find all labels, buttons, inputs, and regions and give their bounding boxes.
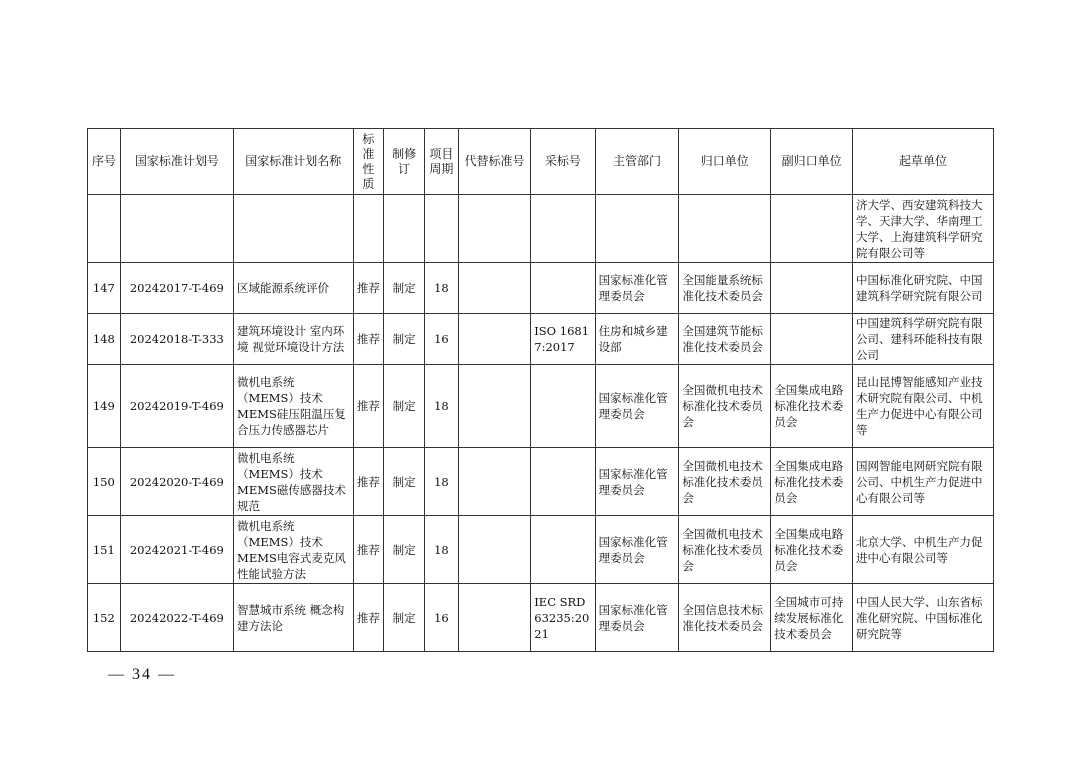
replaced-standard [458,516,531,584]
row-number: 149 [88,365,121,448]
adopted-standard [531,516,595,584]
revision-type: 制定 [384,584,425,652]
plan-number: 20242017-T-469 [120,263,233,314]
technical-committee: 全国微机电技术标准化技术委员会 [679,516,771,584]
period: 16 [425,584,459,652]
plan-number: 20242019-T-469 [120,365,233,448]
revision-type: 制定 [384,365,425,448]
row-number: 150 [88,448,121,516]
replaced-standard [458,314,531,365]
nature: 推荐 [353,314,384,365]
header-cell: 主管部门 [595,129,679,195]
header-row [88,129,994,195]
plan-number: 20242021-T-469 [120,516,233,584]
header-cell: 序号 [88,129,121,195]
competent-department: 国家标准化管理委员会 [595,448,679,516]
replaced-standard [458,448,531,516]
nature: 推荐 [353,365,384,448]
revision-type: 制定 [384,263,425,314]
header-cell: 代替标准号 [458,129,531,195]
competent-department: 国家标准化管理委员会 [595,516,679,584]
period: 18 [425,516,459,584]
header-cell: 国家标准计划名称 [234,129,354,195]
competent-department: 国家标准化管理委员会 [595,263,679,314]
technical-committee: 全国建筑节能标准化技术委员会 [679,314,771,365]
plan-number: 20242022-T-469 [120,584,233,652]
plan-number: 20242018-T-333 [120,314,233,365]
drafting-units: 昆山昆博智能感知产业技术研究院有限公司、中机生产力促进中心有限公司等 [852,365,993,448]
competent-department: 住房和城乡建设部 [595,314,679,365]
sub-technical-committee: 全国集成电路标准化技术委员会 [771,516,853,584]
period: 18 [425,263,459,314]
competent-department: 国家标准化管理委员会 [595,365,679,448]
sub-technical-committee: 全国城市可持续发展标准化技术委员会 [771,584,853,652]
header-cell: 国家标准计划号 [120,129,233,195]
sub-technical-committee: 全国集成电路标准化技术委员会 [771,448,853,516]
sub-technical-committee: 全国集成电路标准化技术委员会 [771,365,853,448]
table-row [88,365,994,448]
revision-type: 制定 [384,516,425,584]
table-row [88,263,994,314]
nature: 推荐 [353,448,384,516]
adopted-standard [531,448,595,516]
row-number: 148 [88,314,121,365]
page-number: — 34 — [108,666,176,683]
period: 18 [425,448,459,516]
replaced-standard [458,365,531,448]
revision-type: 制定 [384,314,425,365]
header-cell: 采标号 [531,129,595,195]
adopted-standard [531,365,595,448]
standard-name: 建筑环境设计 室内环境 视觉环境设计方法 [234,314,354,365]
technical-committee: 全国微机电技术标准化技术委员会 [679,448,771,516]
table-row [88,314,994,365]
technical-committee: 全国微机电技术标准化技术委员会 [679,365,771,448]
header-cell: 项目周期 [425,129,459,195]
standards-table [87,128,994,652]
sub-technical-committee [771,263,853,314]
revision-type: 制定 [384,448,425,516]
sub-technical-committee [771,314,853,365]
standard-name: 智慧城市系统 概念构建方法论 [234,584,354,652]
period: 18 [425,365,459,448]
table-row [88,516,994,584]
technical-committee: 全国信息技术标准化技术委员会 [679,584,771,652]
header-cell: 副归口单位 [771,129,853,195]
nature: 推荐 [353,263,384,314]
drafting-units: 中国标准化研究院、中国建筑科学研究院有限公司 [852,263,993,314]
drafting-units: 国网智能电网研究院有限公司、中机生产力促进中心有限公司等 [852,448,993,516]
header-cell: 起草单位 [852,129,993,195]
header-cell: 制修订 [384,129,425,195]
drafting-units: 中国人民大学、山东省标准化研究院、中国标准化研究院等 [852,584,993,652]
period: 16 [425,314,459,365]
drafting-units: 中国建筑科学研究院有限公司、建科环能科技有限公司 [852,314,993,365]
technical-committee: 全国能量系统标准化技术委员会 [679,263,771,314]
adopted-standard: IEC SRD 63235:2021 [531,584,595,652]
header-cell: 标准性质 [353,129,384,195]
standard-name: 区域能源系统评价 [234,263,354,314]
table-row [88,448,994,516]
nature: 推荐 [353,584,384,652]
standard-name: 微机电系统（MEMS）技术 MEMS硅压阻温压复合压力传感器芯片 [234,365,354,448]
standard-name: 微机电系统（MEMS）技术 MEMS电容式麦克风性能试验方法 [234,516,354,584]
row-number: 152 [88,584,121,652]
drafting-units: 济大学、西安建筑科技大学、天津大学、华南理工大学、上海建筑科学研究院有限公司等 [852,195,993,263]
adopted-standard [531,263,595,314]
row-number: 147 [88,263,121,314]
plan-number: 20242020-T-469 [120,448,233,516]
nature: 推荐 [353,516,384,584]
continuation-row [88,195,994,263]
competent-department: 国家标准化管理委员会 [595,584,679,652]
adopted-standard: ISO 16817:2017 [531,314,595,365]
header-cell: 归口单位 [679,129,771,195]
standard-name: 微机电系统（MEMS）技术 MEMS磁传感器技术规范 [234,448,354,516]
drafting-units: 北京大学、中机生产力促进中心有限公司等 [852,516,993,584]
row-number: 151 [88,516,121,584]
replaced-standard [458,263,531,314]
table-row [88,584,994,652]
replaced-standard [458,584,531,652]
